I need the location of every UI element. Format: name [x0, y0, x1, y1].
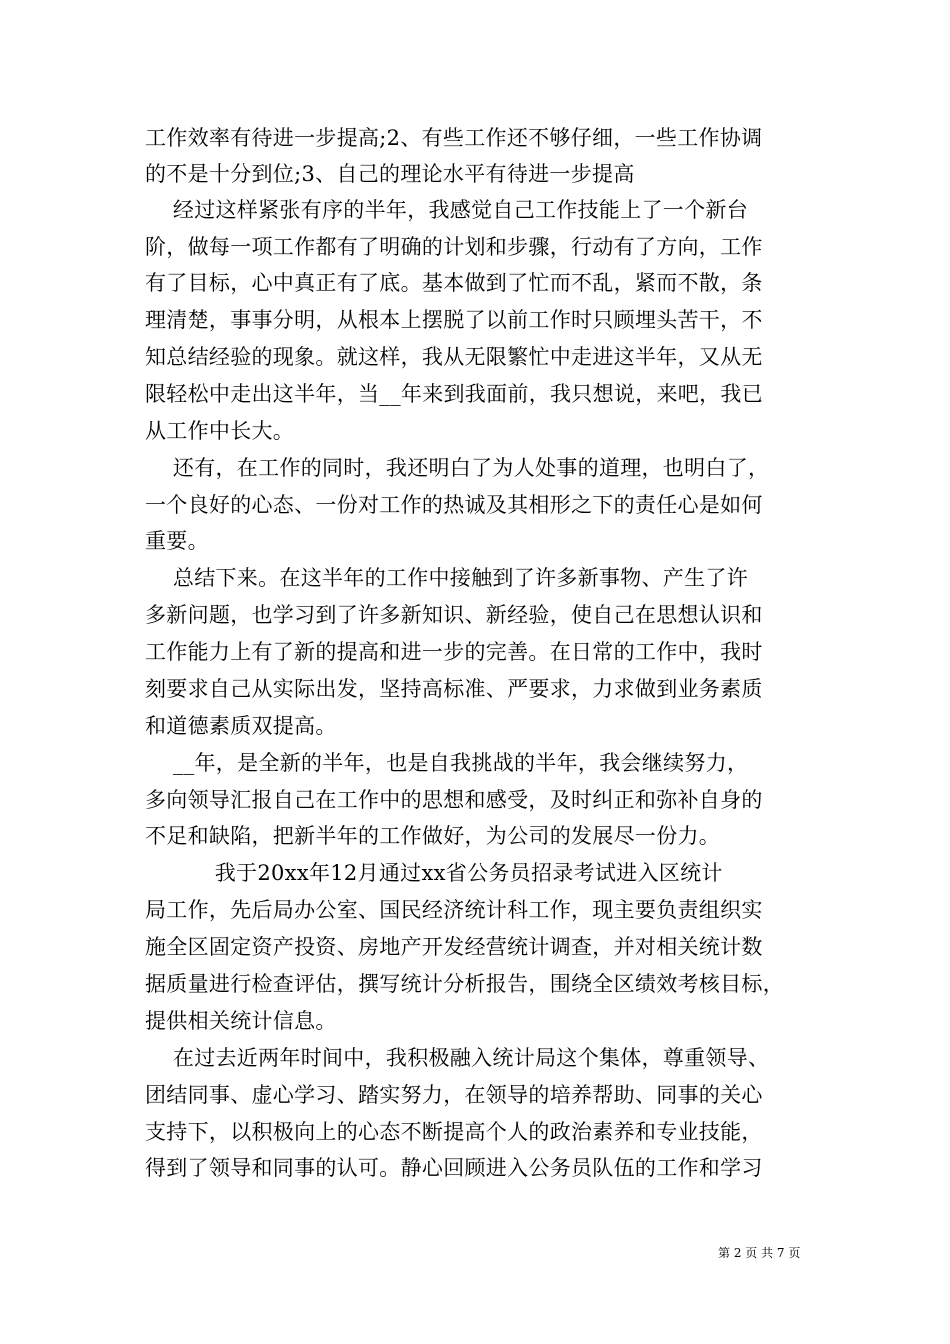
text-line: 知总结经验的现象。就这样，我从无限繁忙中走进这半年，又从无 [145, 345, 763, 369]
text-line: 得到了领导和同事的认可。静心回顾进入公务员队伍的工作和学习 [145, 1156, 763, 1180]
text-line: 工作效率有待进一步提高;2、有些工作还不够仔细，一些工作协调 [145, 126, 763, 150]
page-number-footer: 第 2 页 共 7 页 [718, 1246, 801, 1260]
text-line: 多向领导汇报自己在工作中的思想和感受，及时纠正和弥补自身的 [145, 788, 763, 812]
text-line: 团结同事、虚心学习、踏实努力，在领导的培养帮助、同事的关心 [145, 1083, 763, 1107]
text-line: 在过去近两年时间中，我积极融入统计局这个集体，尊重领导、 [145, 1046, 770, 1070]
text-line: 有了目标，心中真正有了底。基本做到了忙而不乱，紧而不散，条 [145, 271, 763, 295]
text-line: 重要。 [145, 529, 209, 553]
text-line: 不足和缺陷，把新半年的工作做好，为公司的发展尽一份力。 [145, 824, 721, 848]
text-line: 和道德素质双提高。 [145, 714, 337, 738]
text-line: 阶，做每一项工作都有了明确的计划和步骤，行动有了方向，工作 [145, 235, 763, 259]
text-line: 工作能力上有了新的提高和进一步的完善。在日常的工作中，我时 [145, 640, 763, 664]
text-line: 总结下来。在这半年的工作中接触到了许多新事物、产生了许 [145, 566, 748, 590]
text-line: 理清楚，事事分明，从根本上摆脱了以前工作时只顾埋头苦干，不 [145, 308, 763, 332]
text-line: 经过这样紧张有序的半年，我感觉自己工作技能上了一个新台 [145, 198, 748, 222]
text-line: 据质量进行检查评估，撰写统计分析报告，围绕全区绩效考核目标， [145, 972, 784, 996]
text-line: 提供相关统计信息。 [145, 1009, 337, 1033]
text-line: 局工作，先后局办公室、国民经济统计科工作，现主要负责组织实 [145, 898, 763, 922]
text-line: 我于20xx年12月通过xx省公务员招录考试进入区统计 [145, 861, 723, 885]
text-line: 的不是十分到位;3、自己的理论水平有待进一步提高 [145, 162, 635, 186]
text-line: 限轻松中走出这半年，当__年来到我面前，我只想说，来吧，我已 [145, 382, 763, 406]
text-line: __年，是全新的半年，也是自我挑战的半年，我会继续努力， [145, 751, 749, 775]
text-line: 支持下，以积极向上的心态不断提高个人的政治素养和专业技能， [145, 1120, 763, 1144]
text-line: 多新问题，也学习到了许多新知识、新经验，使自己在思想认识和 [145, 603, 763, 627]
text-line: 施全区固定资产投资、房地产开发经营统计调查，并对相关统计数 [145, 935, 763, 959]
text-line: 一个良好的心态、一份对工作的热诚及其相形之下的责任心是如何 [145, 493, 763, 517]
text-line: 从工作中长大。 [145, 419, 295, 443]
text-line: 还有，在工作的同时，我还明白了为人处事的道理，也明白了， [145, 456, 770, 480]
text-line: 刻要求自己从实际出发，坚持高标准、严要求，力求做到业务素质 [145, 677, 763, 701]
